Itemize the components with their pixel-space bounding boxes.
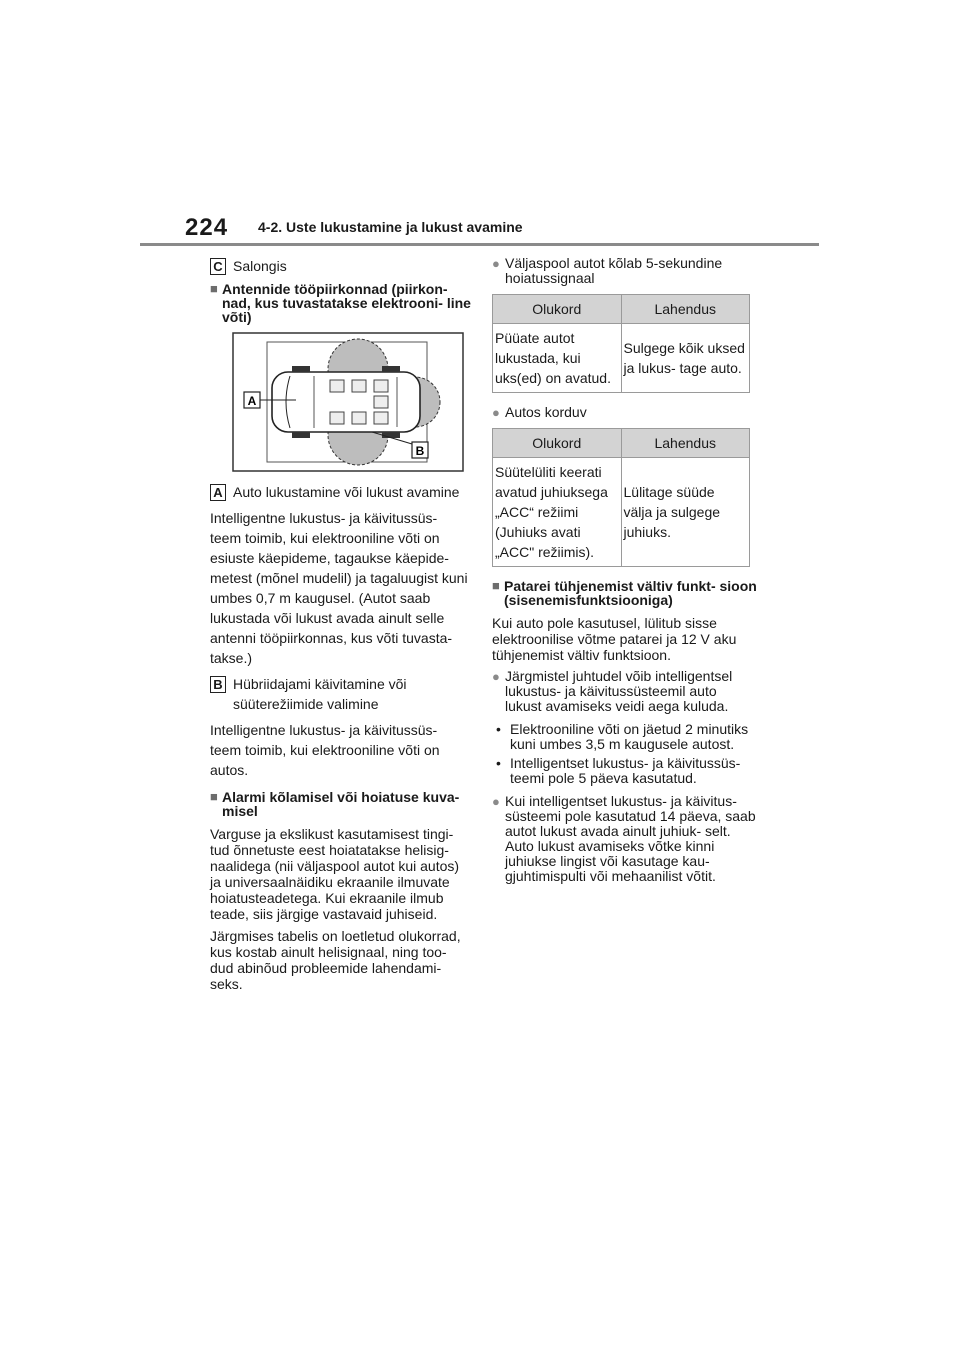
table-outside: [492, 294, 750, 393]
alarm-heading-text: Alarmi kõlamisel või hoiatuse kuva- misel: [222, 789, 460, 819]
section-title: 4-2. Uste lukustamine ja lukust avamine: [258, 219, 523, 235]
label-a-box: A: [210, 484, 226, 501]
bullet-inside-repeat: [492, 405, 757, 420]
header-rule: [140, 243, 819, 246]
car-top-view-diagram: [232, 332, 464, 472]
table-cell: Püüate autot lukustada, kui uks(ed) on avatud.: [493, 324, 622, 393]
small-dot-icon: •: [496, 755, 501, 771]
table-inside: [492, 428, 750, 567]
table-cell: Sulgege kõik uksed ja lukus- tage auto.: [621, 324, 750, 393]
sub-bullet-key-left-text: Elektrooniline võti on jäetud 2 minutiks kuni umbes 3,5 m kaugusele autost.: [510, 721, 749, 752]
para-inside-car: Intelligentne lukustus- ja käivitussüs- teem toimib, kui elektrooniline võti on autos.: [210, 722, 440, 778]
sub-bullet-unused: [492, 756, 757, 786]
table-cell: Lülitage süüde välja ja sulgege juhiuks.: [621, 458, 750, 567]
circle-bullet-icon: ●: [492, 405, 500, 420]
circle-bullet-icon: ●: [492, 256, 500, 271]
table-row: [493, 324, 750, 393]
table-cell: Süütelüliti keerati avatud juhiuksega „ACC“ režiimi (Juhiuks avati „ACC" režiimis).: [493, 458, 622, 567]
bullet-delay-text: Järgmistel juhtudel võib intelligentsel lukustus- ja käivitussüsteemil auto lukust avamiseks veidi aega kuluda.: [505, 668, 733, 714]
bullet-outside-signal-text: Väljaspool autot kõlab 5-sekundine hoiatussignaal: [505, 255, 723, 286]
table-outside-header-solution: Lahendus: [621, 295, 750, 324]
label-a-text: Auto lukustamine või lukust avamine: [233, 484, 460, 500]
sub-bullet-key-left: [492, 722, 757, 752]
label-b-box: B: [210, 676, 226, 693]
page-number: 224: [185, 214, 229, 241]
small-dot-icon: •: [496, 721, 501, 737]
antenna-heading: [210, 282, 472, 324]
table-row: [493, 458, 750, 567]
circle-bullet-icon: ●: [492, 669, 500, 684]
alarm-heading: [210, 790, 472, 818]
antenna-range-figure: [232, 332, 464, 472]
figure-label-b: B: [415, 444, 425, 458]
label-a-row: [210, 482, 472, 502]
square-bullet-icon: ■: [492, 578, 500, 593]
label-c-text: Salongis: [233, 258, 287, 274]
label-b-text: Hübriidajami käivitamine või süüterežiimide valimine: [233, 676, 407, 712]
bullet-outside-signal: [492, 256, 757, 286]
bullet-14-days: [492, 794, 757, 884]
square-bullet-icon: ■: [210, 789, 218, 804]
bullet-14-days-text: Kui intelligentset lukustus- ja käivitus- süsteemi pole kasutatud 14 päeva, saab autot lukust avada ainult juhiuk- selt. Auto lukust avamiseks võtke kinni juhiukse lingist või kasutage kau- gjuhtimispulti või mehaanilist võtit.: [505, 793, 756, 884]
figure-label-a: A: [247, 394, 257, 408]
bullet-delay: [492, 669, 757, 714]
label-c-row: [210, 256, 472, 276]
antenna-heading-text: Antennide tööpiirkonnad (piirkon- nad, kus tuvastatakse elektrooni- line võti): [222, 281, 471, 325]
battery-heading-text: Patarei tühjenemist vältiv funkt- sioon (sisenemisfunktsiooniga): [504, 578, 757, 608]
bullet-inside-repeat-text: Autos korduv: [505, 404, 587, 420]
left-column: [210, 256, 472, 998]
sub-bullet-unused-text: Intelligentset lukustus- ja käivitussüs- teemi pole 5 päeva kasutatud.: [510, 755, 741, 786]
table-inside-header-situation: Olukord: [493, 429, 622, 458]
right-column: [492, 256, 757, 892]
label-b-row: [210, 674, 472, 714]
para-warnings: Varguse ja ekslikust kasutamisest tingi- tud õnnetuste eest hoiatatakse helisig- naalidega (nii väljaspool autot kui autos) ja universaalnäidiku ekraanile ilmuvate hoiatusteadetega. Kui ekraanile ilmub teade, siis järgige vastavaid juhiseid.: [210, 826, 460, 922]
battery-heading: [492, 579, 757, 607]
para-table-intro: Järgmises tabelis on loetletud olukorrad, kus kostab ainult helisignaal, ning too- dud abinõud probleemide lahendami- seks.: [210, 928, 461, 992]
para-battery: Kui auto pole kasutusel, lülitub sisse elektroonilise võtme patarei ja 12 V aku tühjenemist vältiv funktsioon.: [492, 615, 737, 663]
para-antenna-range: Intelligentne lukustus- ja käivitussüs- teem toimib, kui elektrooniline võti on esiuste käepideme, tagaukse käepide- metest (mõnel mudelil) ja tagaluugist kuni umbes 0,7 m kaugusel. (Autot saab lukustada või lukust avada ainult selle antenni tööpiirkonnas, kus võti tuvasta- takse.): [210, 510, 468, 666]
table-outside-header-situation: Olukord: [493, 295, 622, 324]
table-inside-header-solution: Lahendus: [621, 429, 750, 458]
square-bullet-icon: ■: [210, 281, 218, 296]
label-c-box: C: [210, 258, 226, 275]
circle-bullet-icon: ●: [492, 794, 500, 809]
